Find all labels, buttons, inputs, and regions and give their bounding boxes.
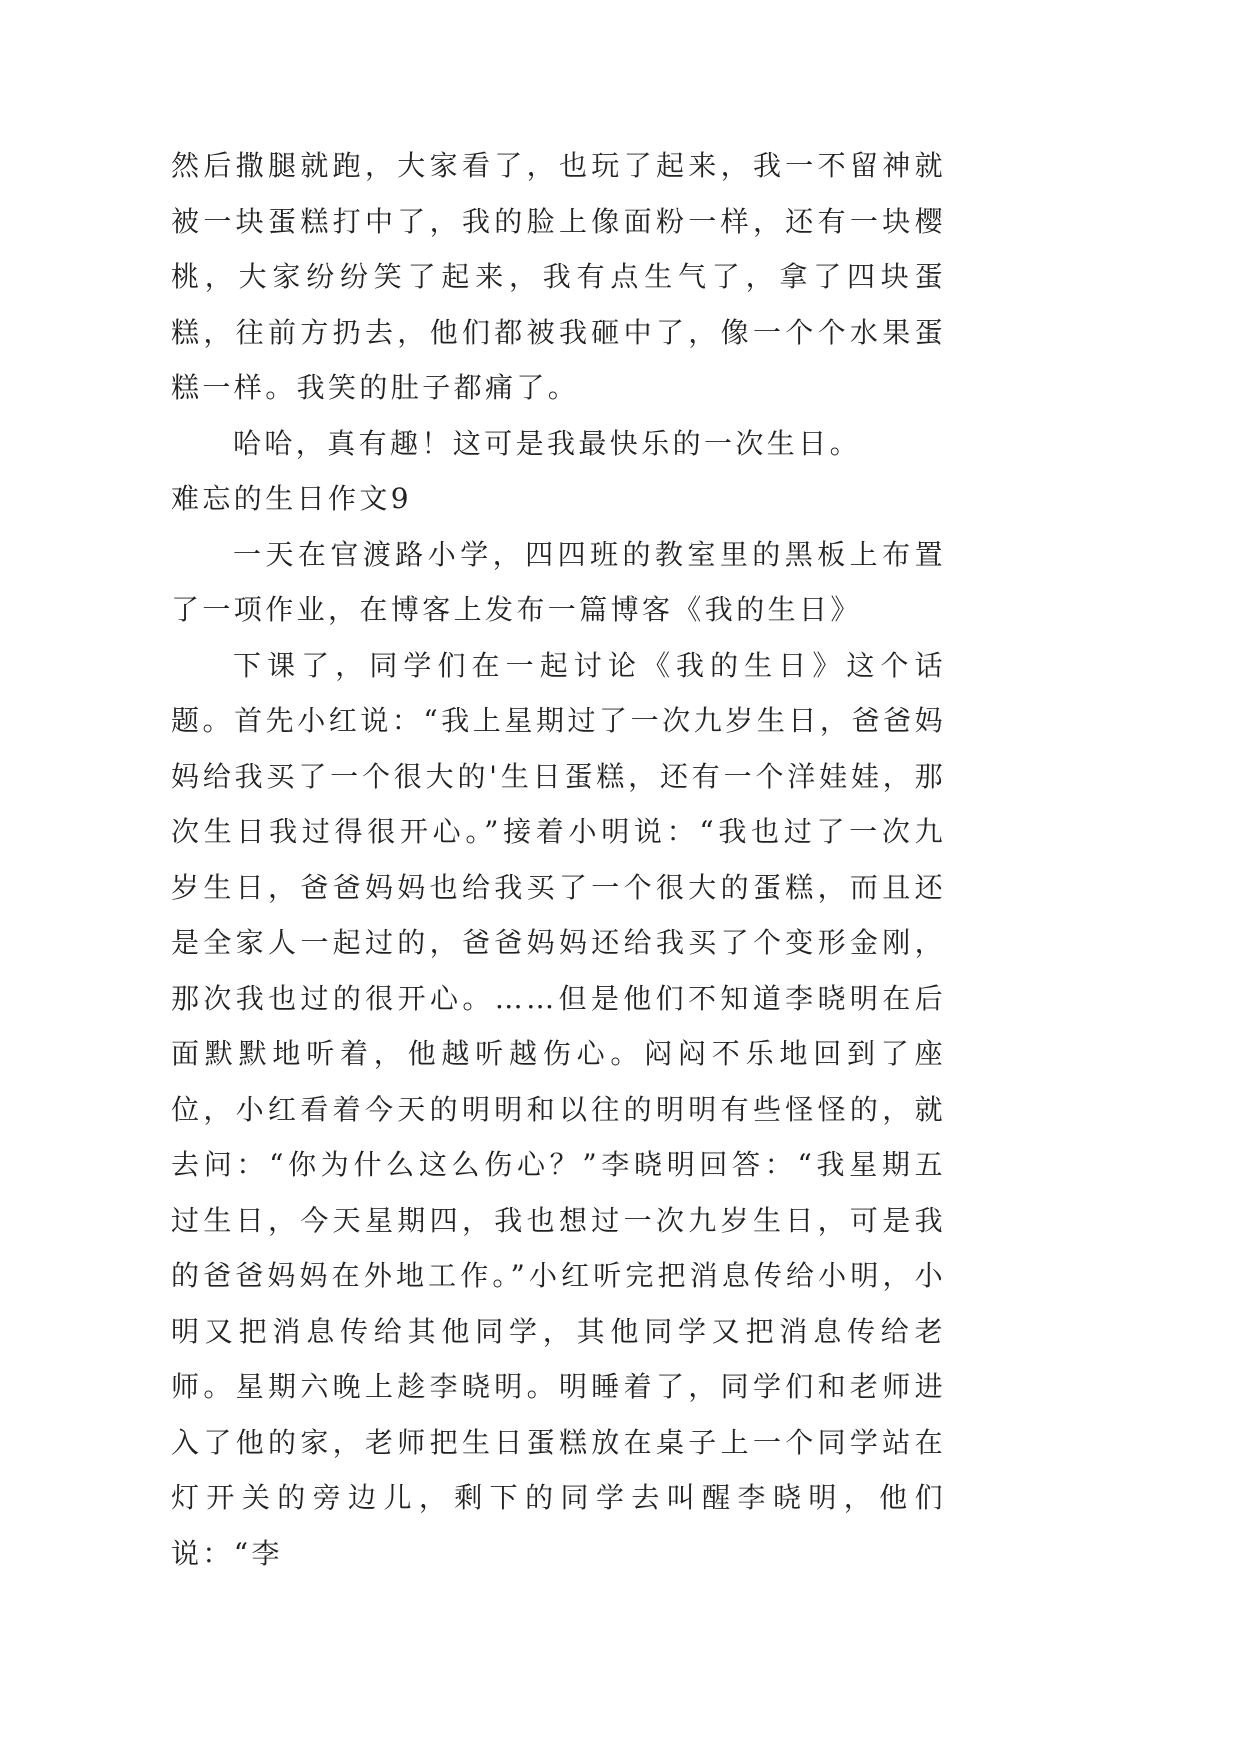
section-heading: 难忘的生日作文9 bbox=[171, 482, 413, 515]
paragraph-1: 然后撒腿就跑，大家看了，也玩了起来，我一不留神就被一块蛋糕打中了，我的脸上像面粉一样，还有一块樱桃，大家纷纷笑了起来，我有点生气了，拿了四块蛋糕，往前方扔去，他们都被我砸中了，像一个个水果蛋糕一样。我笑的肚子都痛了。 bbox=[171, 149, 946, 404]
paragraph-2: 哈哈，真有趣！这可是我最快乐的一次生日。 bbox=[233, 426, 862, 460]
document-page bbox=[171, 138, 946, 1581]
paragraph-3: 一天在官渡路小学，四四班的教室里的黑板上布置了一项作业，在博客上发布一篇博客《我的生日》 bbox=[171, 537, 946, 626]
paragraph-4: 下课了，同学们在一起讨论《我的生日》这个话题。首先小红说：“我上星期过了一次九岁生日，爸爸妈妈给我买了一个很大的'生日蛋糕，还有一个洋娃娃，那次生日我过得很开心。”接着小明说：“我也过了一次九岁生日，爸爸妈妈也给我买了一个很大的蛋糕，而且还是全家人一起过的，爸爸妈妈还给我买了个变形金刚，那次我也过的很开心。……但是他们不知道李晓明在后面默默地听着，他越听越伤心。闷闷不乐地回到了座位，小红看着今天的明明和以往的明明有些怪怪的，就去问：“你为什么这么伤心？”李晓明回答：“我星期五过生日，今天星期四，我也想过一次九岁生日，可是我的爸爸妈妈在外地工作。”小红听完把消息传给小明，小明又把消息传给其他同学，其他同学又把消息传给老师。星期六晚上趁李晓明。明睡着了，同学们和老师进入了他的家，老师把生日蛋糕放在桌子上一个同学站在灯开关的旁边儿，剩下的同学去叫醒李晓明，他们说：“李 bbox=[171, 648, 946, 1570]
